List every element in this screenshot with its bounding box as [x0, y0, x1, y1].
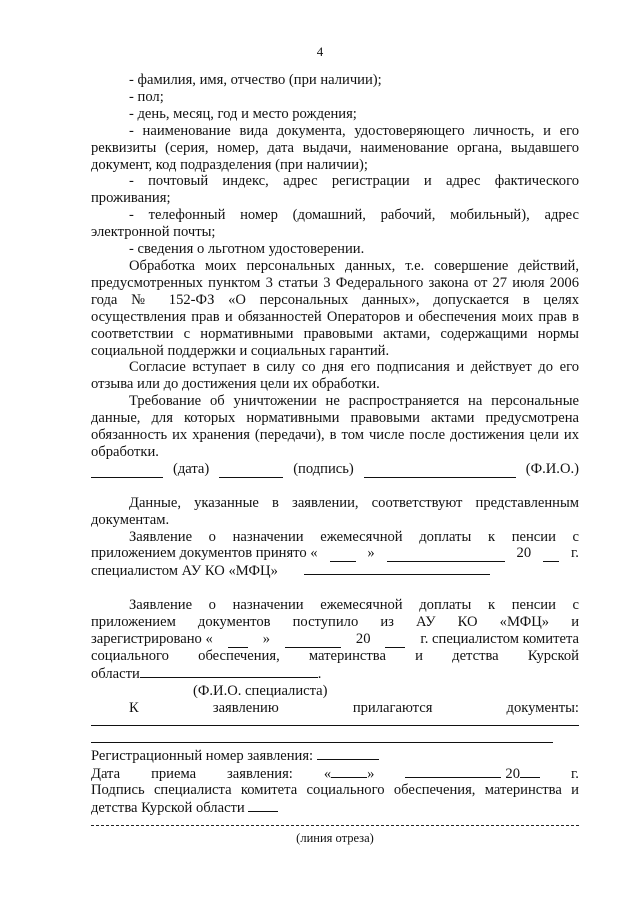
month-blank[interactable] — [387, 549, 505, 562]
fio-blank[interactable] — [364, 465, 516, 478]
month-blank[interactable] — [405, 765, 501, 778]
quote-open: « — [323, 765, 332, 782]
reg-number-label: Регистрационный номер заявления: — [91, 747, 314, 764]
list-item: - фамилия, имя, отчество (при наличии); — [129, 72, 382, 88]
year-prefix: 20 — [355, 631, 371, 648]
receipt-date-line — [91, 765, 579, 783]
signature-blank[interactable] — [219, 465, 283, 478]
accepted-line-3 — [91, 562, 579, 580]
day-blank[interactable] — [228, 635, 248, 648]
period: . — [317, 665, 322, 682]
day-blank[interactable] — [331, 765, 367, 778]
attached-word: прилагаются — [352, 699, 433, 716]
paragraph-consent: Согласие вступает в силу со дня его подписания и действует до его отзыва или до достижения цели их обработки. — [91, 359, 579, 393]
year-prefix: 20 — [505, 765, 520, 782]
paragraph-data-match: Данные, указанные в заявлении, соответствуют представленным документам. — [91, 494, 579, 528]
accepted-text: приложением документов принято « — [91, 545, 318, 562]
paragraph-destruction: Требование об уничтожении не распространяется на персональные данные, для которых нормативными правовыми актами предусмотрена обязанность их хранения (передачи), в том числе после достижения цели их обработки. — [91, 393, 579, 460]
documents-blank-1[interactable] — [91, 717, 579, 726]
list-item: - телефонный номер (домашний, рабочий, мобильный), адрес электронной почты; — [91, 207, 579, 241]
paragraph-processing: Обработка моих персональных данных, т.е. совершение действий, предусмотренных пунктом 3 статьи 3 Федерального закона от 27 июля 2006 года № 152-ФЗ «О персональных данных», допускается в целях осуществления прав и обязанностей Операторов и обеспечения моих прав в соответствии с нормативными правовыми актами, содержащими нормы социальной поддержки и социальных гарантий. — [91, 257, 579, 359]
page-number: 4 — [316, 44, 324, 59]
attached-line — [91, 700, 579, 717]
signature-line — [91, 461, 579, 478]
receipt-year — [405, 765, 540, 783]
list-item: - пол; — [129, 88, 164, 105]
received-line-2: приложением документов поступило из АУ КО «МФЦ» и — [91, 614, 579, 631]
year-suffix: г. специалистом комитета — [420, 631, 579, 648]
registered-text: зарегистрировано « — [91, 631, 213, 648]
date-blank[interactable] — [91, 465, 163, 478]
receipt-word: приема — [151, 765, 197, 782]
list-item: - почтовый индекс, адрес регистрации и адрес фактического проживания; — [91, 173, 579, 207]
fio-specialist-caption: (Ф.И.О. специалиста) — [193, 682, 328, 699]
received-line-1: Заявление о назначении ежемесячной доплаты к пенсии с — [129, 597, 579, 614]
month-blank[interactable] — [285, 635, 341, 648]
fio-caption: (Ф.И.О.) — [525, 460, 579, 477]
reg-number-line — [91, 747, 579, 765]
list-item: - день, месяц, год и место рождения; — [129, 105, 357, 122]
accepted-line-1: Заявление о назначении ежемесячной доплаты к пенсии с — [129, 528, 579, 545]
date-caption: (дата) — [172, 460, 210, 477]
year-suffix: г. — [570, 765, 579, 782]
quote-close: » — [262, 631, 270, 648]
list-item: - наименование вида документа, удостоверяющего личность, и его реквизиты (серия, номер, дата выдачи, наименование органа, выдавшего документ, код подразделения (при наличии); — [91, 122, 579, 173]
date-word: Дата — [91, 765, 121, 782]
quote-close: » — [367, 765, 375, 782]
received-line-3 — [91, 631, 579, 648]
region-text: области — [91, 665, 140, 682]
year-prefix: 20 — [516, 545, 532, 562]
list-item: - сведения о льготном удостоверении. — [129, 241, 365, 258]
cut-line-caption: (линия отреза) — [296, 831, 374, 846]
year-blank[interactable] — [385, 635, 405, 648]
application-word: заявления: — [227, 765, 293, 782]
region-blank[interactable] — [140, 665, 318, 678]
received-line-5 — [91, 665, 579, 683]
receipt-day — [324, 765, 375, 783]
document-body — [91, 72, 579, 847]
year-blank[interactable] — [520, 765, 540, 778]
cut-line — [91, 825, 579, 826]
attached-word: документы: — [506, 699, 579, 716]
signature-caption: (подпись) — [293, 460, 354, 477]
accepted-specialist: специалистом АУ КО «МФЦ» — [91, 563, 278, 580]
attached-word: К — [129, 699, 139, 716]
year-blank[interactable] — [543, 549, 559, 562]
signature-specialist-text: Подпись специалиста комитета социального обеспечения, материнства и детства Курской области — [91, 782, 579, 817]
signature-blank[interactable] — [248, 799, 278, 812]
day-blank[interactable] — [330, 549, 356, 562]
quote-close: » — [367, 545, 375, 562]
specialist-blank[interactable] — [304, 562, 490, 575]
attached-word: заявлению — [212, 699, 279, 716]
year-suffix: г. — [570, 545, 579, 562]
accepted-line-2 — [91, 545, 579, 562]
reg-number-blank[interactable] — [317, 747, 379, 760]
signature-specialist — [91, 782, 579, 817]
received-line-4: социального обеспечения, материнства и детства Курской — [91, 648, 579, 664]
documents-blank-2[interactable] — [91, 726, 553, 743]
